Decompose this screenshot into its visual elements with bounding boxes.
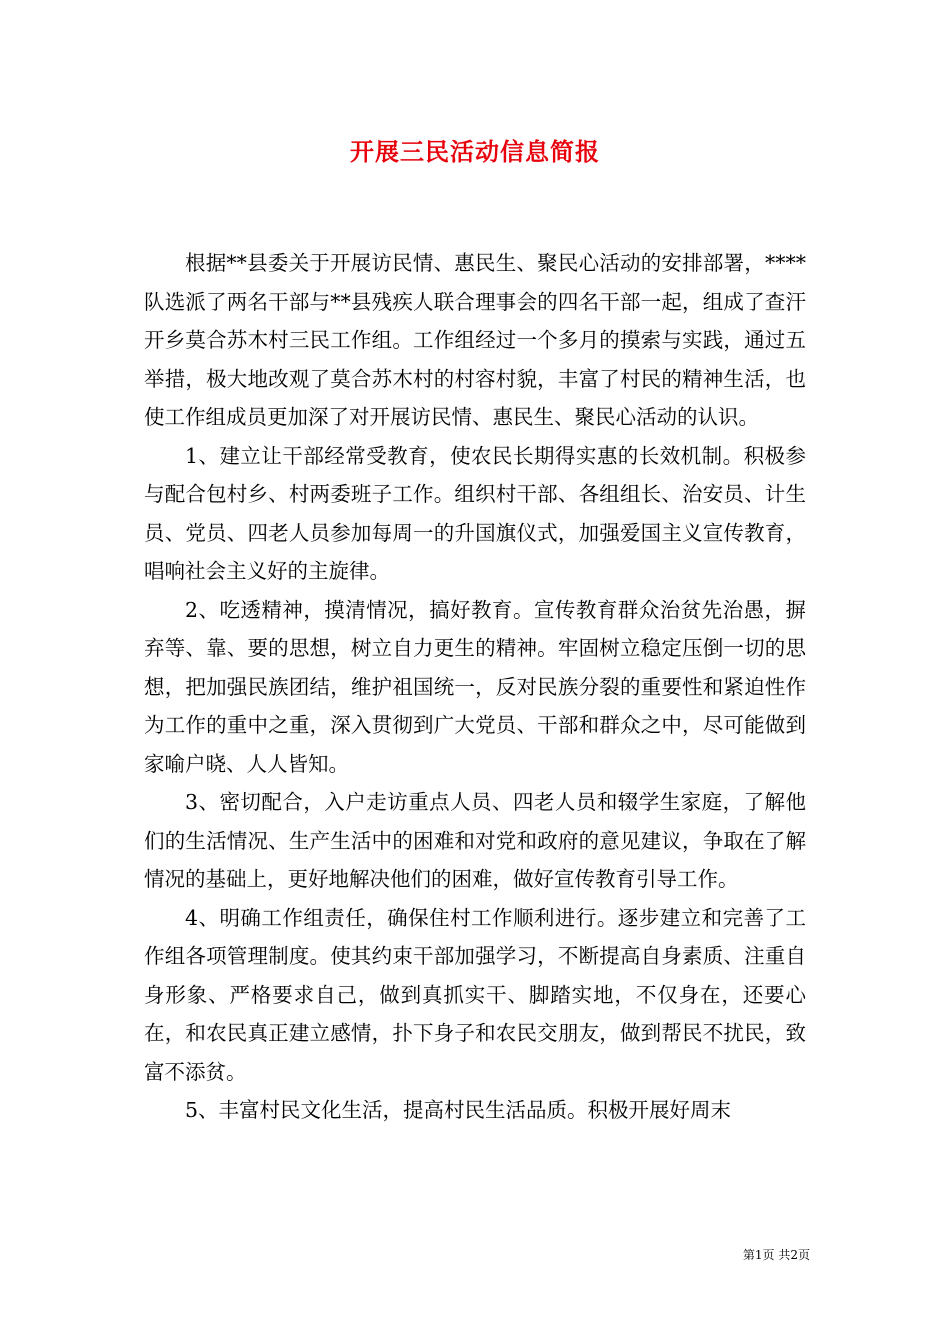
document-title: 开展三民活动信息简报: [350, 137, 600, 166]
paragraph-item-2: 2、吃透精神，摸清情况，搞好教育。宣传教育群众治贫先治愚，摒弃等、靠、要的思想，树立自力更生的精神。牢固树立稳定压倒一切的思想，把加强民族团结，维护祖国统一，反对民族分裂的重要性和紧迫性作为工作的重中之重，深入贯彻到广大党员、干部和群众之中，尽可能做到家喻户晓、人人皆知。: [144, 597, 806, 776]
page-number-indicator: 第1页 共2页: [742, 1248, 810, 1262]
paragraph-intro: 根据**县委关于开展访民情、惠民生、聚民心活动的安排部署，****队选派了两名干部与**县残疾人联合理事会的四名干部一起，组成了查汗开乡莫合苏木村三民工作组。工作组经过一个多月的摸索与实践，通过五举措，极大地改观了莫合苏木村的村容村貌，丰富了村民的精神生活，也使工作组成员更加深了对开展访民情、惠民生、聚民心活动的认识。: [144, 251, 806, 429]
paragraph-item-1: 1、建立让干部经常受教育，使农民长期得实惠的长效机制。积极参与配合包村乡、村两委班子工作。组织村干部、各组组长、治安员、计生员、党员、四老人员参加每周一的升国旗仪式，加强爱国主义宣传教育，唱响社会主义好的主旋律。: [144, 443, 806, 583]
paragraph-item-4: 4、明确工作组责任，确保住村工作顺利进行。逐步建立和完善了工作组各项管理制度。使其约束干部加强学习，不断提高自身素质、注重自身形象、严格要求自己，做到真抓实干、脚踏实地，不仅身在，还要心在，和农民真正建立感情，扑下身子和农民交朋友，做到帮民不扰民，致富不添贫。: [144, 905, 806, 1084]
document-body: [144, 244, 806, 1130]
paragraph-item-5: 5、丰富村民文化生活，提高村民生活品质。积极开展好周末: [185, 1098, 732, 1122]
paragraph-item-3: 3、密切配合，入户走访重点人员、四老人员和辍学生家庭，了解他们的生活情况、生产生活中的困难和对党和政府的意见建议，争取在了解情况的基础上，更好地解决他们的困难，做好宣传教育引导工作。: [144, 790, 806, 891]
